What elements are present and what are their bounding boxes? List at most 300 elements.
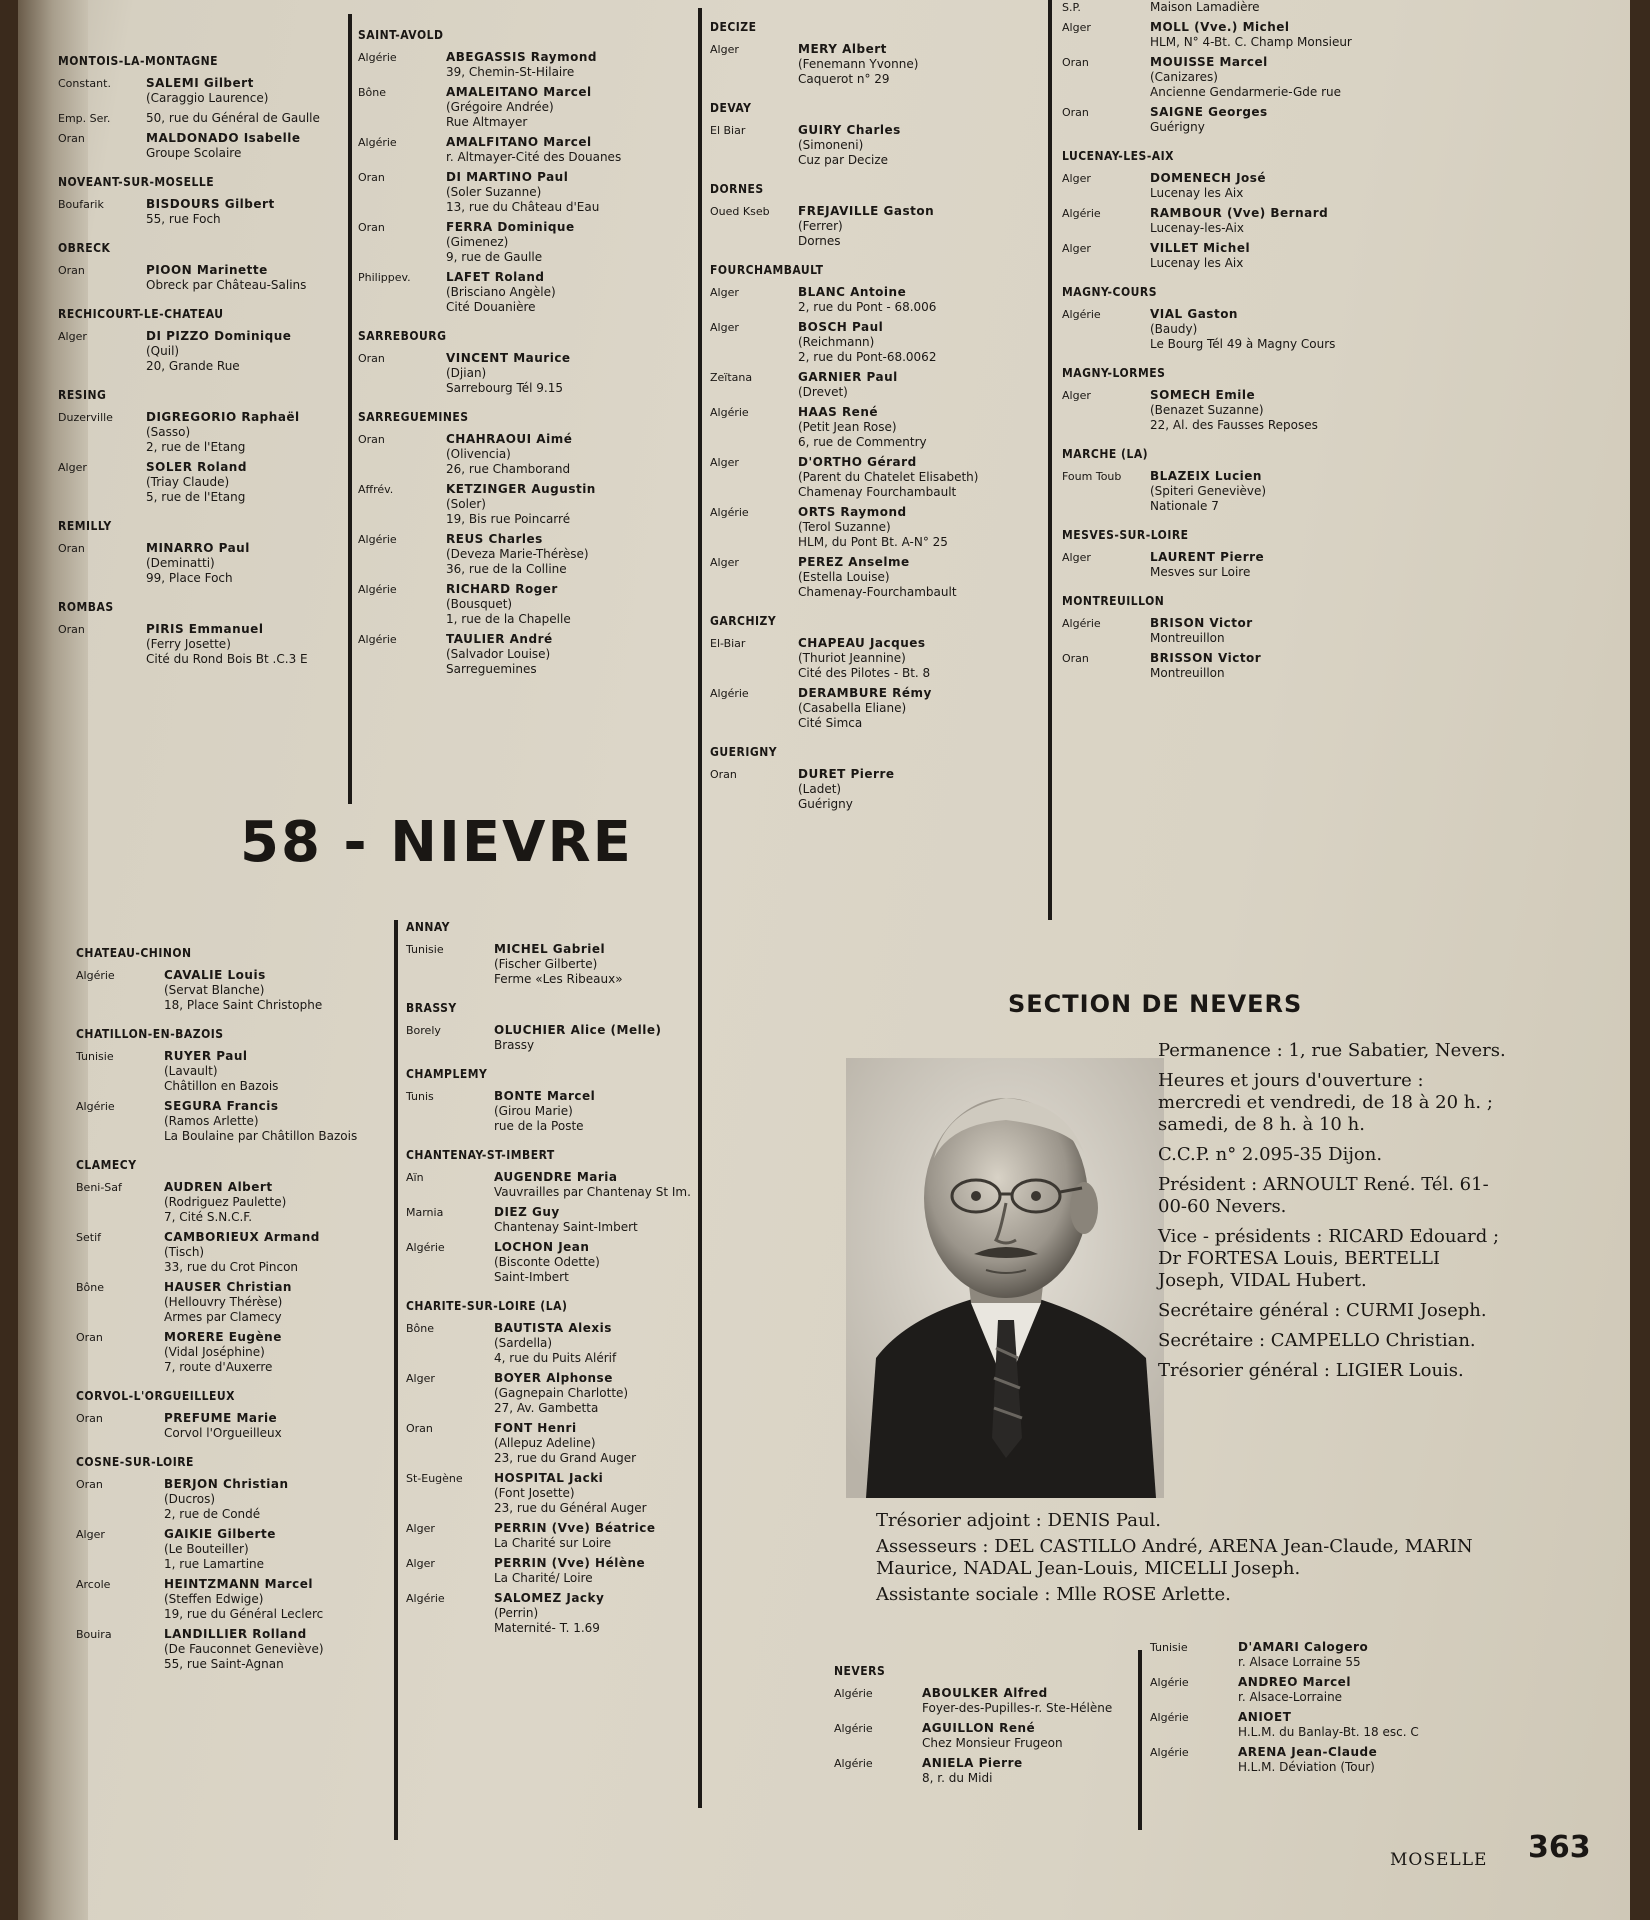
member-origin: Algérie	[358, 136, 397, 149]
member-name: HOSPITAL Jacki	[494, 1471, 604, 1485]
member-name: DIEZ Guy	[494, 1205, 560, 1219]
column-rule	[1048, 0, 1052, 920]
member-name: FERRA Dominique	[446, 220, 575, 234]
member-entry	[406, 1521, 736, 1551]
member-name: PIRIS Emmanuel	[146, 622, 264, 636]
member-entry	[358, 270, 688, 315]
member-detail: Montreuillon	[1150, 666, 1225, 680]
member-origin: El-Biar	[710, 637, 746, 650]
member-detail: (Fenemann Yvonne)	[798, 57, 919, 71]
member-detail: 27, Av. Gambetta	[494, 1401, 599, 1415]
member-entry	[406, 1321, 736, 1366]
locality-heading: DORNES	[710, 182, 764, 196]
member-name: BOSCH Paul	[798, 320, 884, 334]
member-entry	[406, 1591, 736, 1636]
locality-heading: MAGNY-LORMES	[1062, 366, 1166, 380]
member-detail: (Deveza Marie-Thérèse)	[446, 547, 589, 561]
member-detail: (Petit Jean Rose)	[798, 420, 897, 434]
member-origin: Duzerville	[58, 411, 113, 424]
section-hours: Heures et jours d'ouverture : mercredi et vendredi, de 18 à 20 h. ; samedi, de 8 h. à 10 h.	[1158, 1070, 1493, 1135]
member-detail: 1, rue de la Chapelle	[446, 612, 571, 626]
member-entry	[58, 410, 338, 455]
member-origin: Tunisie	[1150, 1641, 1188, 1654]
locality-heading: RESING	[58, 388, 107, 402]
member-origin: Alger	[1062, 242, 1091, 255]
member-entry	[710, 767, 1040, 812]
member-name: BISDOURS Gilbert	[146, 197, 275, 211]
member-origin: Algérie	[1062, 207, 1101, 220]
section-assistante: Assistante sociale : Mlle ROSE Arlette.	[876, 1584, 1231, 1605]
member-detail: (Caraggio Laurence)	[146, 91, 269, 105]
member-origin: Oran	[58, 623, 85, 636]
member-detail: La Boulaine par Châtillon Bazois	[164, 1129, 358, 1143]
member-origin: Algérie	[834, 1722, 873, 1735]
member-entry	[358, 85, 688, 130]
member-entry	[1062, 616, 1392, 646]
member-origin: St-Eugène	[406, 1472, 463, 1485]
member-origin: Algérie	[834, 1687, 873, 1700]
member-detail: 4, rue du Puits Alérif	[494, 1351, 617, 1365]
member-name: SALOMEZ Jacky	[494, 1591, 605, 1605]
locality-heading: DECIZE	[710, 20, 757, 34]
member-detail: Maternité- T. 1.69	[494, 1621, 600, 1635]
member-origin: Oran	[1062, 652, 1089, 665]
member-origin: Zeïtana	[710, 371, 753, 384]
member-detail: 20, Grande Rue	[146, 359, 240, 373]
directory-column-5	[76, 932, 386, 1677]
member-entry	[710, 686, 1040, 731]
member-origin: Algérie	[1062, 617, 1101, 630]
member-detail: 50, rue du Général de Gaulle	[146, 111, 320, 125]
member-entry	[358, 482, 688, 527]
member-entry	[358, 220, 688, 265]
locality-heading: ANNAY	[406, 920, 450, 934]
member-detail: (Estella Louise)	[798, 570, 890, 584]
locality-heading: DEVAY	[710, 101, 752, 115]
member-detail: (Girou Marie)	[494, 1104, 573, 1118]
member-entry	[76, 1477, 386, 1522]
directory-column-4	[1062, 0, 1392, 686]
member-detail: 2, rue du Pont-68.0062	[798, 350, 937, 364]
member-origin: Algérie	[710, 687, 749, 700]
section-permanence: Permanence : 1, rue Sabatier, Nevers.	[1158, 1040, 1506, 1061]
member-detail: (Tisch)	[164, 1245, 205, 1259]
member-entry	[58, 76, 338, 106]
member-entry	[406, 1205, 736, 1235]
member-entry	[76, 1527, 386, 1572]
member-detail: Dornes	[798, 234, 841, 248]
page-number: 363	[1528, 1830, 1591, 1865]
locality-heading: CLAMECY	[76, 1158, 137, 1172]
member-detail: (Ladet)	[798, 782, 842, 796]
directory-column-6	[406, 906, 736, 1641]
member-origin: Oran	[358, 221, 385, 234]
member-name: DIGREGORIO Raphaël	[146, 410, 300, 424]
member-detail: Saint-Imbert	[494, 1270, 569, 1284]
member-name: ABOULKER Alfred	[922, 1686, 1048, 1700]
member-detail: Chamenay-Fourchambault	[798, 585, 957, 599]
member-origin: Bône	[76, 1281, 105, 1294]
member-entry	[358, 50, 688, 80]
member-detail: rue de la Poste	[494, 1119, 584, 1133]
member-entry	[1062, 388, 1392, 433]
member-name: BLAZEIX Lucien	[1150, 469, 1262, 483]
member-detail: (Grégoire Andrée)	[446, 100, 554, 114]
member-entry	[406, 1471, 736, 1516]
member-detail: r. Alsace Lorraine 55	[1238, 1655, 1361, 1669]
member-name: PERRIN (Vve) Béatrice	[494, 1521, 656, 1535]
member-entry	[710, 204, 1040, 249]
member-entry	[76, 1280, 386, 1325]
member-name: CAVALIE Louis	[164, 968, 266, 982]
member-entry	[710, 455, 1040, 500]
member-entry	[58, 329, 338, 374]
member-entry	[76, 1627, 386, 1672]
member-entry	[406, 1170, 736, 1200]
member-entry	[358, 351, 688, 396]
member-detail: (Canizares)	[1150, 70, 1218, 84]
member-detail: (Simoneni)	[798, 138, 864, 152]
member-entry	[58, 541, 338, 586]
department-title: 58 - NIEVRE	[240, 810, 633, 875]
member-origin: Algérie	[76, 1100, 115, 1113]
directory-column-3	[710, 6, 1040, 817]
member-origin: Tunisie	[76, 1050, 114, 1063]
member-name: BRISON Victor	[1150, 616, 1253, 630]
member-origin: Alger	[710, 556, 739, 569]
member-name: PERRIN (Vve) Hélène	[494, 1556, 646, 1570]
member-detail: Vauvrailles par Chantenay St Im.	[494, 1185, 691, 1199]
footer-running-head: MOSELLE	[1390, 1850, 1488, 1870]
member-name: HEINTZMANN Marcel	[164, 1577, 313, 1591]
member-entry	[1150, 1640, 1480, 1670]
member-name: GUIRY Charles	[798, 123, 901, 137]
member-detail: Chantenay Saint-Imbert	[494, 1220, 638, 1234]
member-origin: S.P.	[1062, 1, 1081, 14]
column-rule	[348, 14, 352, 804]
member-name: OLUCHIER Alice (Melle)	[494, 1023, 662, 1037]
member-entry	[76, 1180, 386, 1225]
section-tresorier-adjoint: Trésorier adjoint : DENIS Paul.	[876, 1510, 1162, 1531]
column-rule	[1138, 1650, 1142, 1830]
member-detail: 22, Al. des Fausses Reposes	[1150, 418, 1318, 432]
member-entry	[1062, 20, 1392, 50]
member-name: ANIOET	[1238, 1710, 1292, 1724]
member-entry	[358, 532, 688, 577]
member-name: VILLET Michel	[1150, 241, 1251, 255]
member-name: CAMBORIEUX Armand	[164, 1230, 320, 1244]
member-detail: (De Fauconnet Geneviève)	[164, 1642, 324, 1656]
member-origin: Algérie	[358, 533, 397, 546]
member-name: MORERE Eugène	[164, 1330, 282, 1344]
member-detail: Cité Simca	[798, 716, 863, 730]
member-detail: H.L.M. du Banlay-Bt. 18 esc. C	[1238, 1725, 1419, 1739]
member-origin: Algérie	[406, 1592, 445, 1605]
member-name: LANDILLIER Rolland	[164, 1627, 307, 1641]
member-name: ABEGASSIS Raymond	[446, 50, 597, 64]
member-origin: Bouira	[76, 1628, 112, 1641]
member-origin: Beni-Saf	[76, 1181, 122, 1194]
directory-column-8	[1150, 1640, 1480, 1780]
member-name: FREJAVILLE Gaston	[798, 204, 935, 218]
member-detail: (Ramos Arlette)	[164, 1114, 259, 1128]
member-detail: Sarrebourg Tél 9.15	[446, 381, 564, 395]
member-entry	[710, 636, 1040, 681]
member-detail: H.L.M. Déviation (Tour)	[1238, 1760, 1375, 1774]
member-origin: Oran	[1062, 106, 1089, 119]
member-entry	[76, 1577, 386, 1622]
member-name: DI PIZZO Dominique	[146, 329, 292, 343]
member-entry	[834, 1721, 1134, 1751]
member-name: CHAHRAOUI Aimé	[446, 432, 573, 446]
member-detail: (Olivencia)	[446, 447, 511, 461]
member-detail: Lucenay les Aix	[1150, 256, 1244, 270]
member-detail: Maison Lamadière	[1150, 0, 1260, 14]
member-entry	[406, 1371, 736, 1416]
locality-heading: CHARITE-SUR-LOIRE (LA)	[406, 1299, 568, 1313]
member-detail: (Soler)	[446, 497, 486, 511]
member-entry	[710, 42, 1040, 87]
member-name: MALDONADO Isabelle	[146, 131, 301, 145]
member-detail: 1, rue Lamartine	[164, 1557, 265, 1571]
member-origin: Oran	[358, 171, 385, 184]
member-detail: (Servat Blanche)	[164, 983, 265, 997]
member-origin: Algérie	[1150, 1711, 1189, 1724]
locality-heading: SARREGUEMINES	[358, 410, 469, 424]
member-detail: (Quil)	[146, 344, 180, 358]
member-detail: Foyer-des-Pupilles-r. Ste-Hélène	[922, 1701, 1113, 1715]
member-origin: Setif	[76, 1231, 101, 1244]
member-origin: Algérie	[710, 506, 749, 519]
member-entry	[358, 632, 688, 677]
member-name: DURET Pierre	[798, 767, 895, 781]
member-entry	[76, 1099, 386, 1144]
member-detail: 23, rue du Général Auger	[494, 1501, 647, 1515]
member-name: KETZINGER Augustin	[446, 482, 596, 496]
member-origin: Philippev.	[358, 271, 411, 284]
member-entry	[406, 1023, 736, 1053]
member-detail: 13, rue du Château d'Eau	[446, 200, 600, 214]
member-entry	[710, 405, 1040, 450]
member-origin: Oran	[1062, 56, 1089, 69]
member-entry	[76, 968, 386, 1013]
member-entry	[834, 1756, 1134, 1786]
member-origin: Algérie	[358, 633, 397, 646]
locality-heading: GARCHIZY	[710, 614, 777, 628]
column-rule	[394, 920, 398, 1840]
member-entry	[710, 123, 1040, 168]
member-detail: (Ducros)	[164, 1492, 216, 1506]
member-detail: Montreuillon	[1150, 631, 1225, 645]
member-detail: 2, rue du Pont - 68.006	[798, 300, 937, 314]
member-name: SEGURA Francis	[164, 1099, 279, 1113]
member-detail: Armes par Clamecy	[164, 1310, 282, 1324]
section-president: Président : ARNOULT René. Tél. 61-00-60 Nevers.	[1158, 1174, 1489, 1217]
member-origin: Alger	[58, 461, 87, 474]
member-detail: (Salvador Louise)	[446, 647, 551, 661]
member-origin: Tunis	[406, 1090, 434, 1103]
locality-heading: MESVES-SUR-LOIRE	[1062, 528, 1189, 542]
member-name: LAURENT Pierre	[1150, 550, 1265, 564]
section-vice-presidents: Vice - présidents : RICARD Edouard ; Dr FORTESA Louis, BERTELLI Joseph, VIDAL Hubert.	[1158, 1226, 1500, 1291]
member-name: SALEMI Gilbert	[146, 76, 254, 90]
member-detail: La Charité sur Loire	[494, 1536, 612, 1550]
portrait-photo	[846, 1058, 1164, 1498]
member-name: DOMENECH José	[1150, 171, 1267, 185]
member-entry	[1062, 307, 1392, 352]
member-origin: Oran	[58, 264, 85, 277]
member-entry	[1062, 55, 1392, 100]
member-detail: 99, Place Foch	[146, 571, 233, 585]
member-detail: (Rodriguez Paulette)	[164, 1195, 287, 1209]
member-name: MERY Albert	[798, 42, 887, 56]
member-entry	[1062, 0, 1392, 15]
member-name: CHAPEAU Jacques	[798, 636, 926, 650]
member-detail: Groupe Scolaire	[146, 146, 242, 160]
member-origin: Alger	[710, 286, 739, 299]
member-origin: Oran	[406, 1422, 433, 1435]
member-origin: Tunisie	[406, 943, 444, 956]
member-detail: (Casabella Eliane)	[798, 701, 907, 715]
member-origin: Alger	[406, 1522, 435, 1535]
member-origin: Oran	[76, 1412, 103, 1425]
portrait-photo-image	[846, 1058, 1164, 1498]
member-detail: 36, rue de la Colline	[446, 562, 567, 576]
member-detail: HLM, N° 4-Bt. C. Champ Monsieur	[1150, 35, 1352, 49]
member-origin: Algérie	[358, 583, 397, 596]
section-secretaire: Secrétaire : CAMPELLO Christian.	[1158, 1330, 1476, 1351]
section-info	[1158, 1040, 1508, 1390]
locality-heading: RECHICOURT-LE-CHATEAU	[58, 307, 224, 321]
member-origin: Alger	[710, 43, 739, 56]
member-origin: Alger	[406, 1372, 435, 1385]
member-origin: El Biar	[710, 124, 746, 137]
member-name: BAUTISTA Alexis	[494, 1321, 612, 1335]
member-detail: 18, Place Saint Christophe	[164, 998, 323, 1012]
locality-heading: SAINT-AVOLD	[358, 28, 444, 42]
member-name: BLANC Antoine	[798, 285, 907, 299]
member-detail: Mesves sur Loire	[1150, 565, 1251, 579]
member-entry	[406, 1421, 736, 1466]
locality-heading: CHAMPLEMY	[406, 1067, 488, 1081]
member-detail: (Hellouvry Thérèse)	[164, 1295, 283, 1309]
member-entry	[1062, 651, 1392, 681]
member-entry	[58, 263, 338, 293]
locality-heading: ROMBAS	[58, 600, 114, 614]
member-name: RAMBOUR (Vve) Bernard	[1150, 206, 1329, 220]
member-name: BOYER Alphonse	[494, 1371, 613, 1385]
member-detail: (Brisciano Angèle)	[446, 285, 556, 299]
member-name: TAULIER André	[446, 632, 553, 646]
member-detail: 5, rue de l'Etang	[146, 490, 246, 504]
member-name: PREFUME Marie	[164, 1411, 278, 1425]
member-entry	[406, 942, 736, 987]
member-entry	[1062, 241, 1392, 271]
member-detail: 7, Cité S.N.C.F.	[164, 1210, 253, 1224]
member-origin: Oran	[58, 132, 85, 145]
member-origin: Alger	[710, 456, 739, 469]
member-detail: (Vidal Joséphine)	[164, 1345, 265, 1359]
member-origin: Constant.	[58, 77, 111, 90]
member-entry	[76, 1230, 386, 1275]
locality-heading: FOURCHAMBAULT	[710, 263, 824, 277]
member-entry	[406, 1240, 736, 1285]
member-origin: Affrév.	[358, 483, 394, 496]
member-detail: (Parent du Chatelet Elisabeth)	[798, 470, 979, 484]
member-origin: Alger	[406, 1557, 435, 1570]
member-name: LAFET Roland	[446, 270, 545, 284]
member-name: D'AMARI Calogero	[1238, 1640, 1369, 1654]
member-name: REUS Charles	[446, 532, 543, 546]
member-detail: Lucenay les Aix	[1150, 186, 1244, 200]
member-origin: Algérie	[1062, 308, 1101, 321]
locality-heading: COSNE-SUR-LOIRE	[76, 1455, 194, 1469]
member-detail: Chez Monsieur Frugeon	[922, 1736, 1063, 1750]
member-entry	[58, 622, 338, 667]
member-detail: 55, rue Foch	[146, 212, 221, 226]
member-origin: Algérie	[1150, 1746, 1189, 1759]
member-name: ANIELA Pierre	[922, 1756, 1023, 1770]
member-detail: Chamenay Fourchambault	[798, 485, 957, 499]
member-entry	[358, 582, 688, 627]
member-detail: (Bousquet)	[446, 597, 513, 611]
member-detail: (Sasso)	[146, 425, 191, 439]
member-detail: (Bisconte Odette)	[494, 1255, 600, 1269]
member-entry	[1062, 469, 1392, 514]
member-detail: Cité du Rond Bois Bt .C.3 E	[146, 652, 308, 666]
member-origin: Algérie	[76, 969, 115, 982]
member-detail: (Lavault)	[164, 1064, 218, 1078]
member-detail: Ferme «Les Ribeaux»	[494, 972, 623, 986]
member-origin: Oran	[358, 352, 385, 365]
member-name: MICHEL Gabriel	[494, 942, 606, 956]
member-detail: Lucenay-les-Aix	[1150, 221, 1244, 235]
member-origin: Oran	[58, 542, 85, 555]
member-name: FONT Henri	[494, 1421, 577, 1435]
section-secretaire-general: Secrétaire général : CURMI Joseph.	[1158, 1300, 1487, 1321]
member-detail: (Allepuz Adeline)	[494, 1436, 596, 1450]
member-detail: Obreck par Château-Salins	[146, 278, 307, 292]
member-entry	[1062, 171, 1392, 201]
member-detail: (Le Bouteiller)	[164, 1542, 249, 1556]
member-origin: Bône	[406, 1322, 435, 1335]
member-detail: 8, r. du Midi	[922, 1771, 993, 1785]
member-name: ORTS Raymond	[798, 505, 907, 519]
member-origin: Oran	[76, 1331, 103, 1344]
member-detail: Brassy	[494, 1038, 535, 1052]
member-name: MINARRO Paul	[146, 541, 250, 555]
member-detail: r. Alsace-Lorraine	[1238, 1690, 1343, 1704]
member-name: BERJON Christian	[164, 1477, 289, 1491]
member-detail: Guérigny	[1150, 120, 1205, 134]
member-detail: 23, rue du Grand Auger	[494, 1451, 637, 1465]
member-entry	[76, 1411, 386, 1441]
member-detail: Sarreguemines	[446, 662, 537, 676]
member-entry	[1150, 1745, 1480, 1775]
locality-heading: NEVERS	[834, 1664, 886, 1678]
member-name: BONTE Marcel	[494, 1089, 596, 1103]
section-tresorier: Trésorier général : LIGIER Louis.	[1158, 1360, 1464, 1381]
member-detail: Cité des Pilotes - Bt. 8	[798, 666, 931, 680]
member-name: AUDREN Albert	[164, 1180, 273, 1194]
member-name: AMALFITANO Marcel	[446, 135, 592, 149]
member-detail: 6, rue de Commentry	[798, 435, 927, 449]
member-detail: (Djian)	[446, 366, 487, 380]
member-origin: Alger	[1062, 551, 1091, 564]
member-name: HAAS René	[798, 405, 878, 419]
locality-heading: MONTOIS-LA-MONTAGNE	[58, 54, 219, 68]
member-entry	[58, 197, 338, 227]
